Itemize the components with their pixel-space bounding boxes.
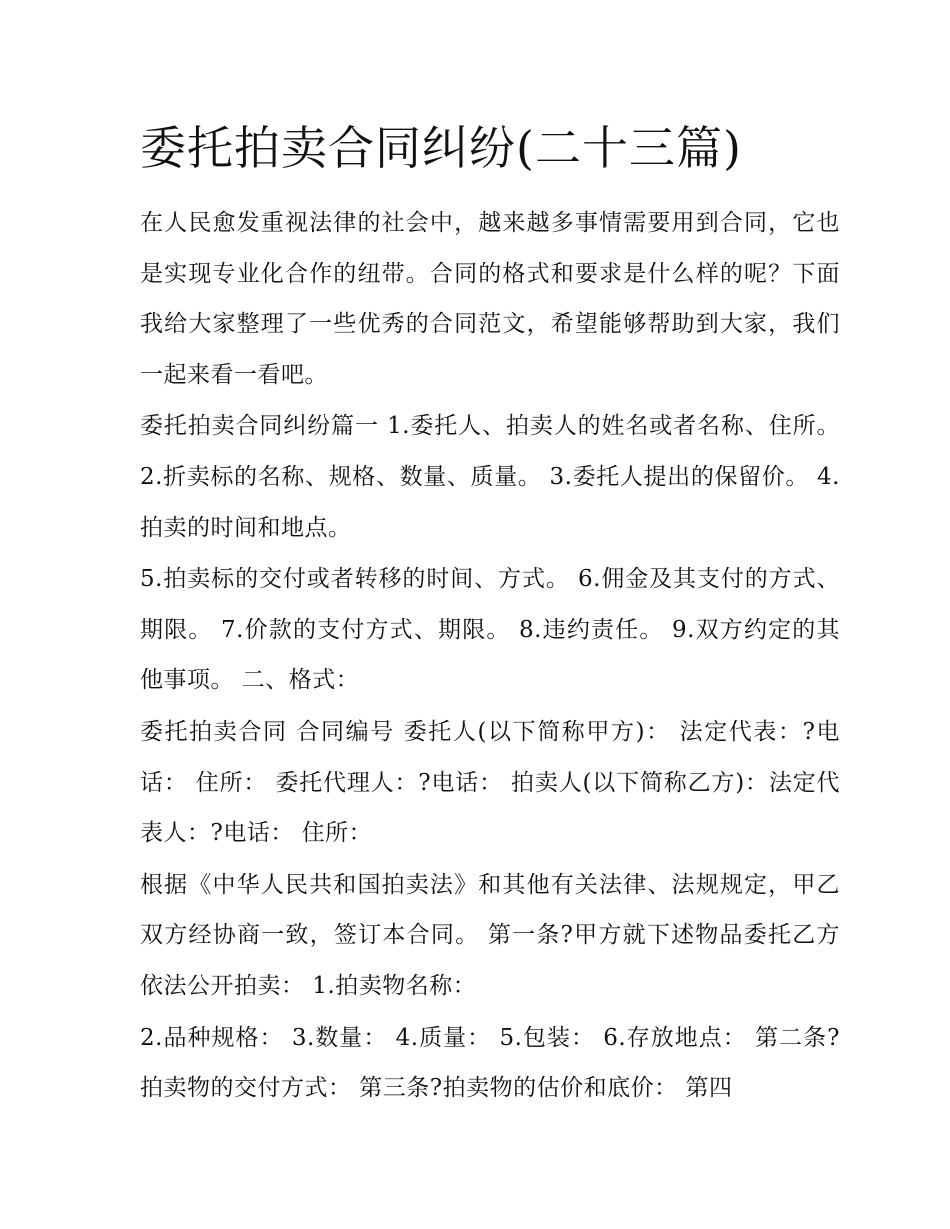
paragraph-intro: 在人民愈发重视法律的社会中，越来越多事情需要用到合同，它也是实现专业化合作的纽带。合同的格式和要求是什么样的呢？下面我给大家整理了一些优秀的合同范文，希望能够帮助到大家，我们一起来看一看吧。 xyxy=(140,210,840,388)
paragraph-article-items: 2.品种规格： 3.数量： 4.质量： 5.包装： 6.存放地点： 第二条?拍卖物的交付方式： 第三条?拍卖物的估价和底价： 第四 xyxy=(140,1024,840,1102)
document-body xyxy=(140,198,840,1115)
paragraph-legal-basis: 根据《中华人民共和国拍卖法》和其他有关法律、法规规定，甲乙双方经协商一致，签订本合同。 第一条?甲方就下述物品委托乙方依法公开拍卖： 1.拍卖物名称： xyxy=(140,871,840,999)
paragraph-terms: 5.拍卖标的交付或者转移的时间、方式。 6.佣金及其支付的方式、期限。 7.价款的支付方式、期限。 8.违约责任。 9.双方约定的其他事项。 二、格式： xyxy=(140,566,840,694)
paragraph-chapter-one: 委托拍卖合同纠纷篇一 1.委托人、拍卖人的姓名或者名称、住所。 2.折卖标的名称、规格、数量、质量。 3.委托人提出的保留价。 4.拍卖的时间和地点。 xyxy=(140,413,840,541)
document-title: 委托拍卖合同纠纷(二十三篇) xyxy=(140,121,742,175)
paragraph-contract-parties: 委托拍卖合同 合同编号 委托人(以下简称甲方)： 法定代表：?电话： 住所： 委托代理人：?电话： 拍卖人(以下简称乙方)：法定代表人：?电话： 住所： xyxy=(140,718,840,847)
